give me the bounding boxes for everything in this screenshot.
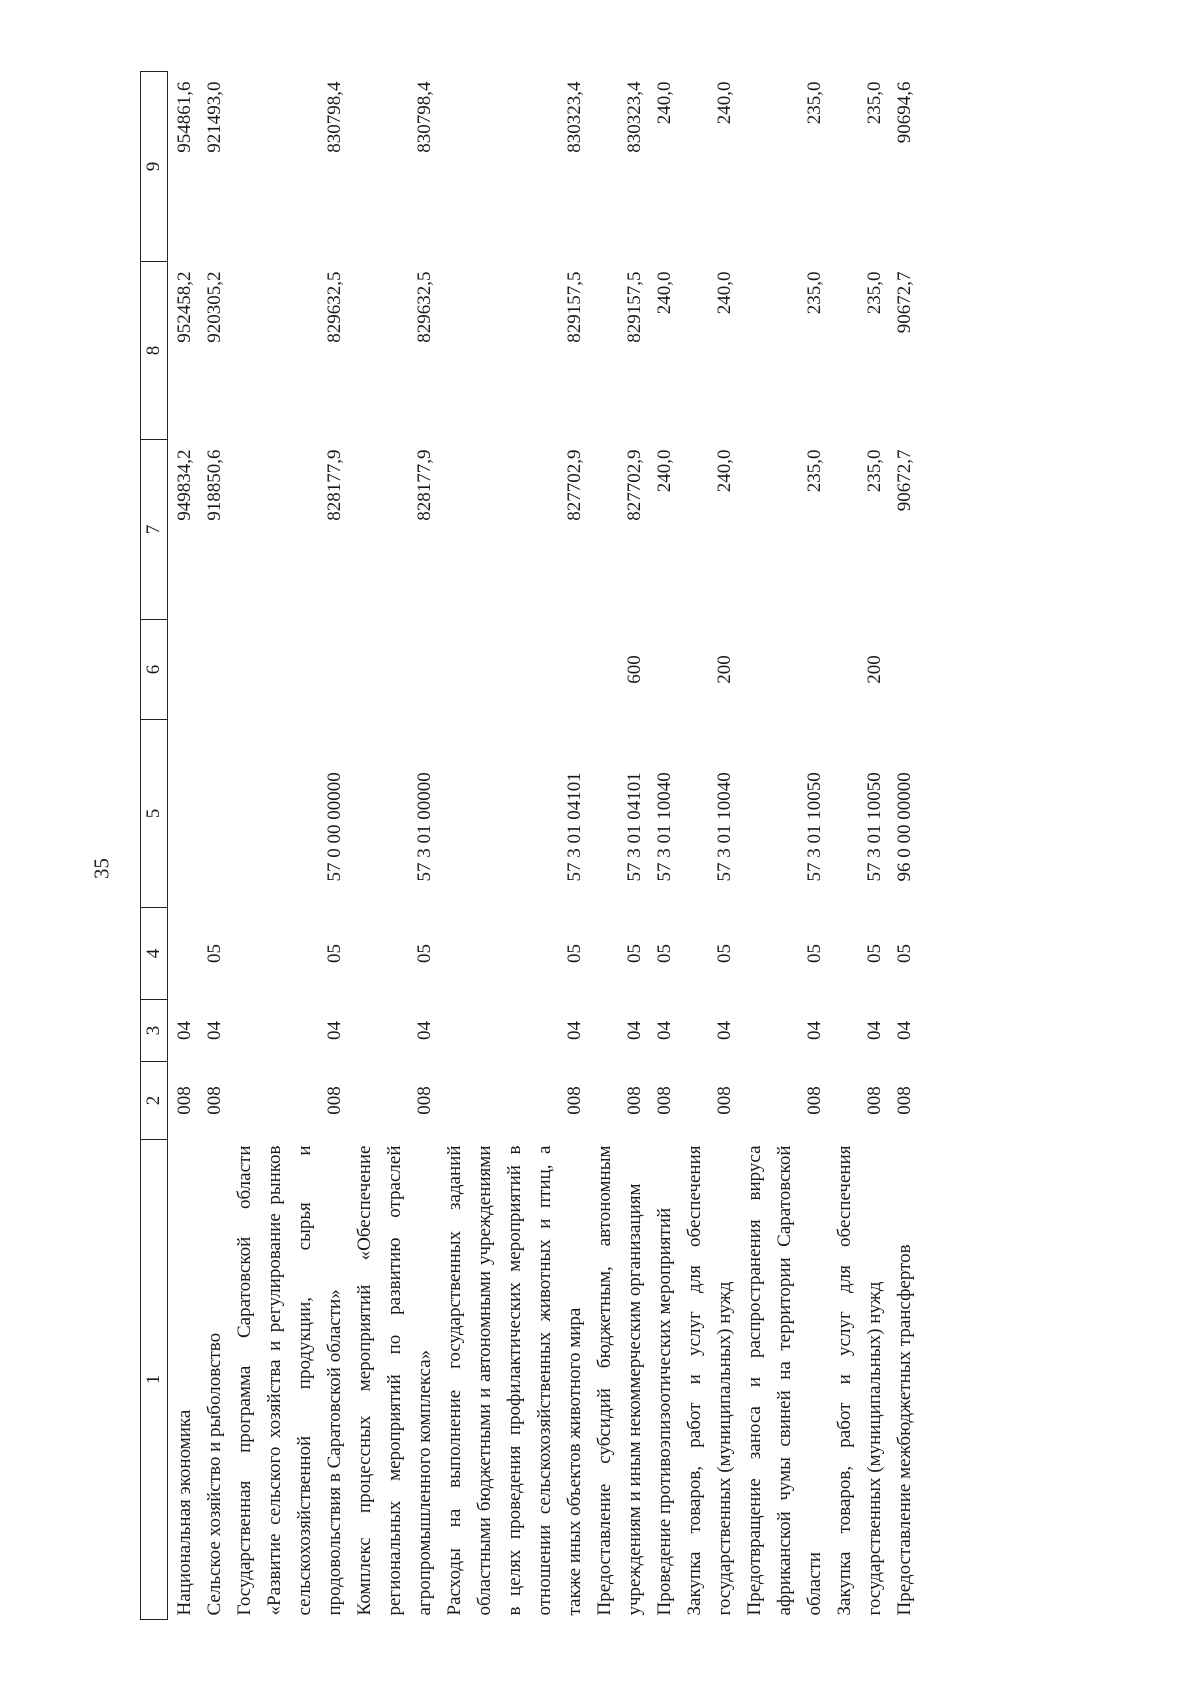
amount-year-2: 829632,5 <box>324 271 345 343</box>
table-row <box>890 72 920 1620</box>
table-row <box>168 72 201 1620</box>
column-header-6: 6 <box>141 620 168 720</box>
expense-type-code <box>650 620 680 720</box>
row-description: Закупка товаров, работ и услуг для обеспечения государственных (муниципальных) нужд <box>684 1145 735 1616</box>
ministry-code: 008 <box>714 1086 735 1115</box>
expense-type-code <box>200 620 230 720</box>
amount-year-3: 235,0 <box>804 81 825 125</box>
header-row <box>141 72 168 1620</box>
subsection-code: 05 <box>804 944 825 963</box>
target-article-code: 96 0 00 00000 <box>894 772 915 882</box>
expense-type-code <box>890 620 920 720</box>
amount-year-3: 954861,6 <box>174 81 195 153</box>
ministry-code: 008 <box>894 1086 915 1115</box>
section-code: 04 <box>174 1021 195 1040</box>
amount-year-3: 830798,4 <box>414 81 435 153</box>
table-row <box>230 72 350 1620</box>
table-row <box>440 72 590 1620</box>
amount-year-1: 235,0 <box>864 449 885 493</box>
amount-year-3: 240,0 <box>654 81 675 125</box>
expense-type-code: 600 <box>624 655 645 684</box>
amount-year-2: 829632,5 <box>414 271 435 343</box>
expense-type-code: 200 <box>864 655 885 684</box>
ministry-code: 008 <box>324 1086 345 1115</box>
subsection-code: 05 <box>864 944 885 963</box>
table-row <box>350 72 440 1620</box>
expense-type-code <box>740 620 830 720</box>
target-article-code <box>200 720 230 908</box>
row-description: Предотвращение заноса и распространения вируса африканской чумы свиней на территории Саратовской области <box>744 1145 825 1616</box>
row-description: Сельское хозяйство и рыболовство <box>204 1332 225 1616</box>
table-row <box>830 72 890 1620</box>
target-article-code: 57 0 00 00000 <box>324 772 345 882</box>
row-description: Предоставление межбюджетных трансфертов <box>894 1244 915 1616</box>
section-code: 04 <box>564 1021 585 1040</box>
expense-type-code: 200 <box>714 655 735 684</box>
amount-year-3: 235,0 <box>864 81 885 125</box>
section-code: 04 <box>324 1021 345 1040</box>
ministry-code: 008 <box>624 1086 645 1115</box>
row-description: Национальная экономика <box>174 1409 195 1616</box>
amount-year-2: 829157,5 <box>624 271 645 343</box>
table-row <box>200 72 230 1620</box>
amount-year-2: 235,0 <box>804 271 825 315</box>
row-description: Расходы на выполнение государственных заданий областными бюджетными и автономными учреждениями в целях проведения профилактических мероприятий в отношении сельскохозяйственных животных и птиц, а также иных объектов животного мира <box>444 1145 585 1616</box>
section-code: 04 <box>804 1021 825 1040</box>
column-header-4: 4 <box>141 908 168 1000</box>
section-code: 04 <box>864 1021 885 1040</box>
amount-year-1: 918850,6 <box>204 449 225 521</box>
amount-year-1: 235,0 <box>804 449 825 493</box>
ministry-code: 008 <box>804 1086 825 1115</box>
amount-year-3: 921493,0 <box>204 81 225 153</box>
row-description: Предоставление субсидий бюджетным, автономным учреждениям и иным некоммерческим организациям <box>594 1145 645 1616</box>
subsection-code: 05 <box>654 944 675 963</box>
subsection-code: 05 <box>324 944 345 963</box>
row-description: Закупка товаров, работ и услуг для обеспечения государственных (муниципальных) нужд <box>834 1145 885 1616</box>
amount-year-3: 830323,4 <box>564 81 585 153</box>
section-code: 04 <box>204 1021 225 1040</box>
row-description: Государственная программа Саратовской области «Развитие сельского хозяйства и регулирование рынков сельскохозяйственной продукции, сырья и продовольствия в Саратовской области» <box>234 1145 345 1616</box>
section-code: 04 <box>624 1021 645 1040</box>
ministry-code: 008 <box>864 1086 885 1115</box>
table-row <box>590 72 650 1620</box>
amount-year-1: 827702,9 <box>624 449 645 521</box>
table-row <box>740 72 830 1620</box>
expense-type-code <box>168 620 201 720</box>
target-article-code: 57 3 01 04101 <box>624 772 645 882</box>
row-description: Проведение противоэпизоотических мероприятий <box>654 1207 675 1616</box>
ministry-code: 008 <box>654 1086 675 1115</box>
amount-year-2: 952458,2 <box>174 271 195 343</box>
target-article-code: 57 3 01 10040 <box>654 772 675 882</box>
amount-year-3: 240,0 <box>714 81 735 125</box>
amount-year-1: 240,0 <box>654 449 675 493</box>
expense-type-code <box>350 620 440 720</box>
amount-year-1: 828177,9 <box>324 449 345 521</box>
ministry-code: 008 <box>414 1086 435 1115</box>
subsection-code: 05 <box>414 944 435 963</box>
subsection-code: 05 <box>894 944 915 963</box>
amount-year-1: 90672,7 <box>894 449 915 512</box>
target-article-code: 57 3 01 10050 <box>864 772 885 882</box>
rotated-content <box>140 72 920 1620</box>
subsection-code: 05 <box>624 944 645 963</box>
ministry-code: 008 <box>204 1086 225 1115</box>
amount-year-3: 830323,4 <box>624 81 645 153</box>
amount-year-1: 827702,9 <box>564 449 585 521</box>
table-body <box>168 72 921 1620</box>
column-header-2: 2 <box>141 1062 168 1140</box>
ministry-code: 008 <box>174 1086 195 1115</box>
table-row <box>650 72 680 1620</box>
column-header-3: 3 <box>141 1000 168 1062</box>
section-code: 04 <box>654 1021 675 1040</box>
subsection-code: 05 <box>564 944 585 963</box>
expense-type-code <box>230 620 350 720</box>
budget-table <box>140 71 920 1620</box>
amount-year-3: 830798,4 <box>324 81 345 153</box>
amount-year-2: 829157,5 <box>564 271 585 343</box>
section-code: 04 <box>894 1021 915 1040</box>
subsection-code <box>168 908 201 1000</box>
expense-type-code <box>440 620 590 720</box>
subsection-code: 05 <box>204 944 225 963</box>
amount-year-1: 828177,9 <box>414 449 435 521</box>
section-code: 04 <box>714 1021 735 1040</box>
target-article-code: 57 3 01 10050 <box>804 772 825 882</box>
section-code: 04 <box>414 1021 435 1040</box>
target-article-code: 57 3 01 00000 <box>414 772 435 882</box>
page-number: 35 <box>89 858 114 879</box>
ministry-code: 008 <box>564 1086 585 1115</box>
target-article-code: 57 3 01 10040 <box>714 772 735 882</box>
row-description: Комплекс процессных мероприятий «Обеспечение региональных мероприятий по развитию отраслей агропромышленного комплекса» <box>354 1145 435 1616</box>
column-header-8: 8 <box>141 262 168 440</box>
amount-year-1: 949834,2 <box>174 449 195 521</box>
target-article-code <box>168 720 201 908</box>
column-header-7: 7 <box>141 440 168 620</box>
column-header-1: 1 <box>141 1140 168 1620</box>
amount-year-1: 240,0 <box>714 449 735 493</box>
amount-year-3: 90694,6 <box>894 81 915 144</box>
amount-year-2: 240,0 <box>654 271 675 315</box>
amount-year-2: 235,0 <box>864 271 885 315</box>
subsection-code: 05 <box>714 944 735 963</box>
amount-year-2: 90672,7 <box>894 271 915 334</box>
amount-year-2: 920305,2 <box>204 271 225 343</box>
table-row <box>680 72 740 1620</box>
column-header-5: 5 <box>141 720 168 908</box>
target-article-code: 57 3 01 04101 <box>564 772 585 882</box>
amount-year-2: 240,0 <box>714 271 735 315</box>
column-header-9: 9 <box>141 72 168 262</box>
